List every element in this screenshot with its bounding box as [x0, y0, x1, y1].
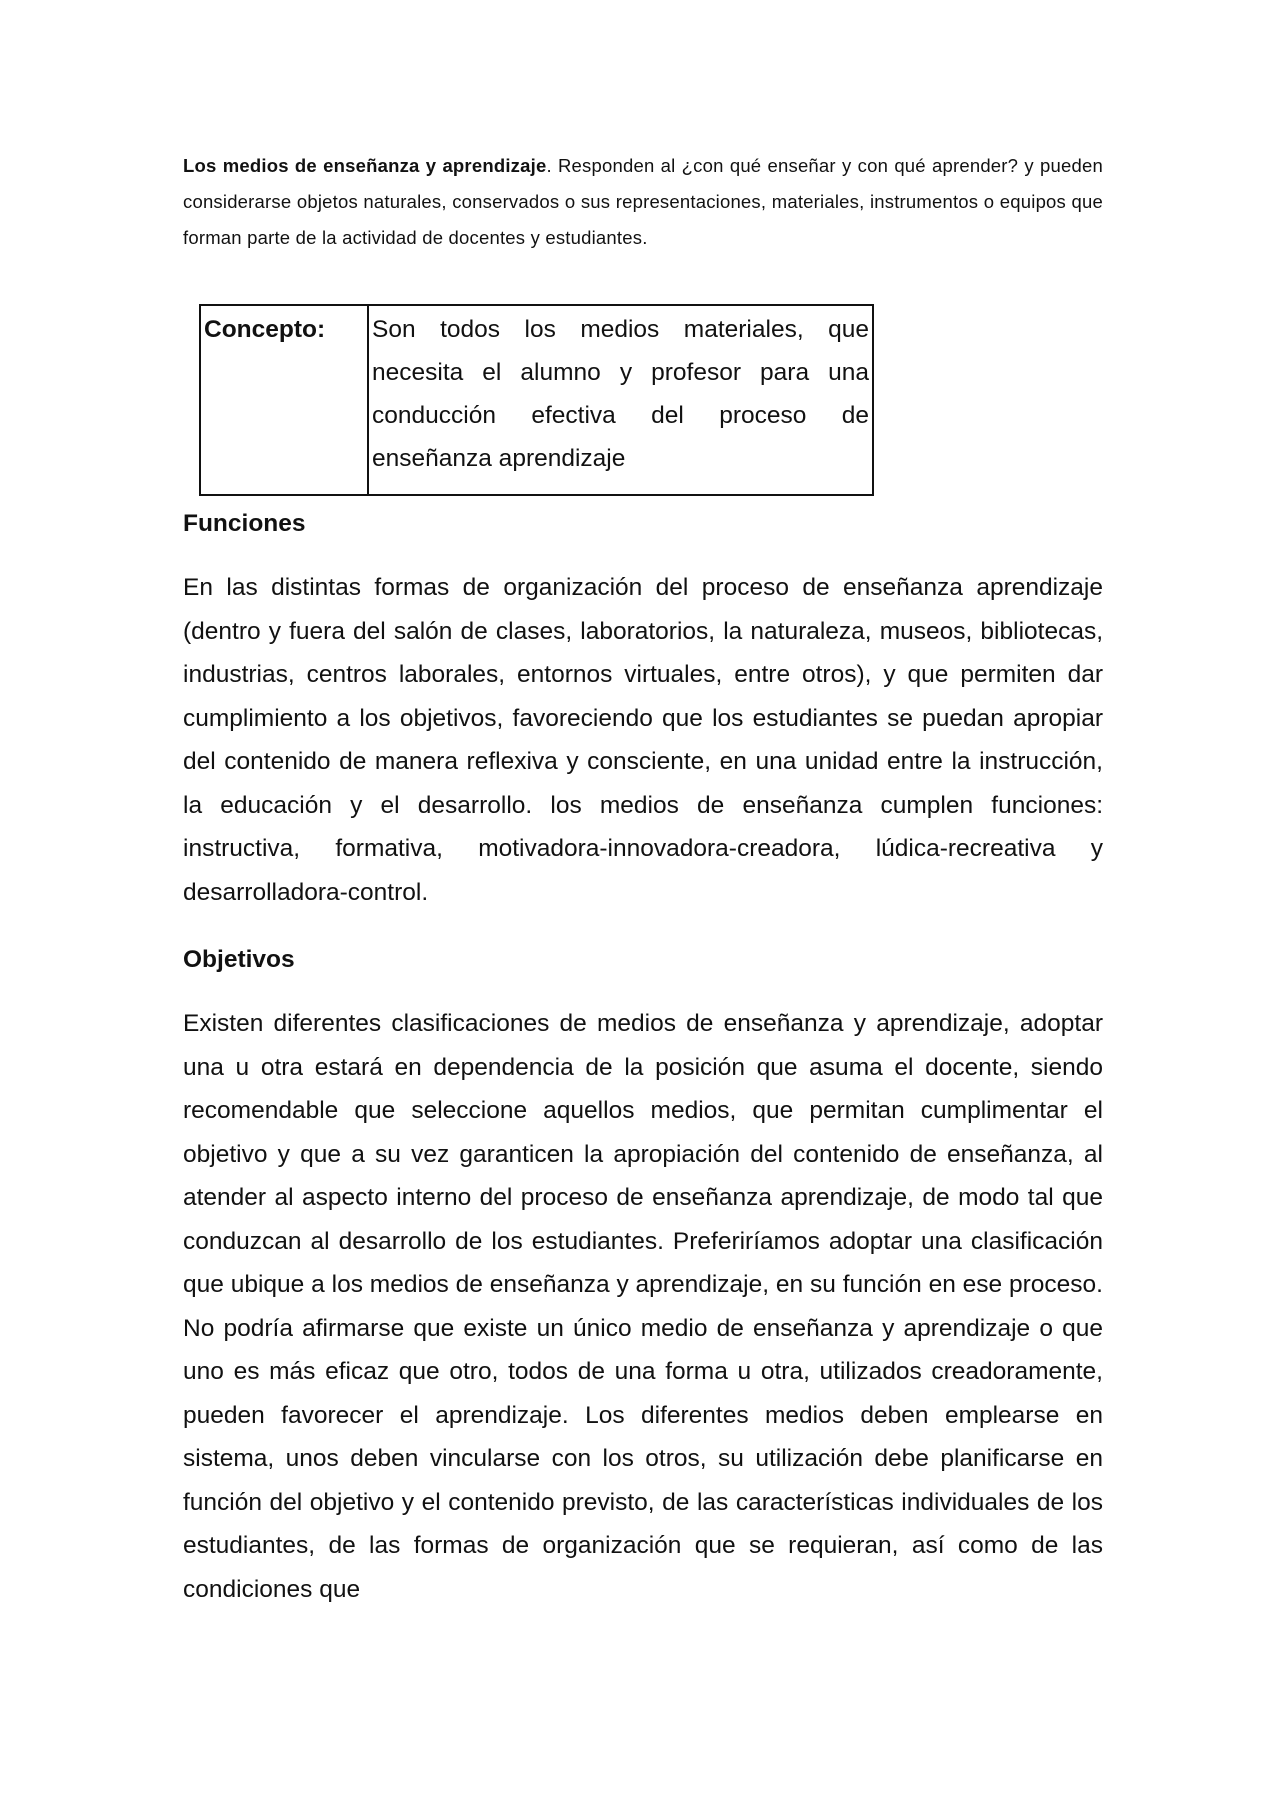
concept-label: Concepto:	[200, 305, 368, 495]
intro-paragraph	[183, 148, 1103, 256]
document-page	[183, 148, 1103, 1611]
intro-text: . Responden al ¿con qué enseñar y con qué aprender? y pueden considerarse objetos naturales, conservados o sus representaciones, materiales, instrumentos o equipos que forman parte de la actividad de docentes y estudiantes.	[183, 155, 1103, 248]
intro-bold-lead: Los medios de enseñanza y aprendizaje	[183, 155, 547, 176]
paragraph-objetivos: Existen diferentes clasificaciones de medios de enseñanza y aprendizaje, adoptar una u otra estará en dependencia de la posición que asuma el docente, siendo recomendable que seleccione aquellos medios, que permitan cumplimentar el objetivo y que a su vez garanticen la apropiación del contenido de enseñanza, al atender al aspecto interno del proceso de enseñanza aprendizaje, de modo tal que conduzcan al desarrollo de los estudiantes. Preferiríamos adoptar una clasificación que ubique a los medios de enseñanza y aprendizaje, en su función en ese proceso. No podría afirmarse que existe un único medio de enseñanza y aprendizaje o que uno es más eficaz que otro, todos de una forma u otra, utilizados creadoramente, pueden favorecer el aprendizaje. Los diferentes medios deben emplearse en sistema, unos deben vincularse con los otros, su utilización debe planificarse en función del objetivo y el contenido previsto, de las características individuales de los estudiantes, de las formas de organización que se requieran, así como de las condiciones que	[183, 1010, 1103, 1603]
concept-table	[199, 304, 874, 496]
paragraph-funciones: En las distintas formas de organización del proceso de enseñanza aprendizaje (dentro y fuera del salón de clases, laboratorios, la naturaleza, museos, bibliotecas, industrias, centros laborales, entornos virtuales, entre otros), y que permiten dar cumplimiento a los objetivos, favoreciendo que los estudiantes se puedan apropiar del contenido de manera reflexiva y consciente, en una unidad entre la instrucción, la educación y el desarrollo. los medios de enseñanza cumplen funciones: instructiva, formativa, motivadora-innovadora-creadora, lúdica-recreativa y desarrolladora-control.	[183, 574, 1103, 906]
heading-funciones: Funciones	[183, 510, 306, 537]
concept-row	[200, 305, 873, 495]
concept-definition: Son todos los medios materiales, que necesita el alumno y profesor para una conducción efectiva del proceso de enseñanza aprendizaje	[368, 305, 873, 495]
heading-objetivos: Objetivos	[183, 946, 295, 973]
